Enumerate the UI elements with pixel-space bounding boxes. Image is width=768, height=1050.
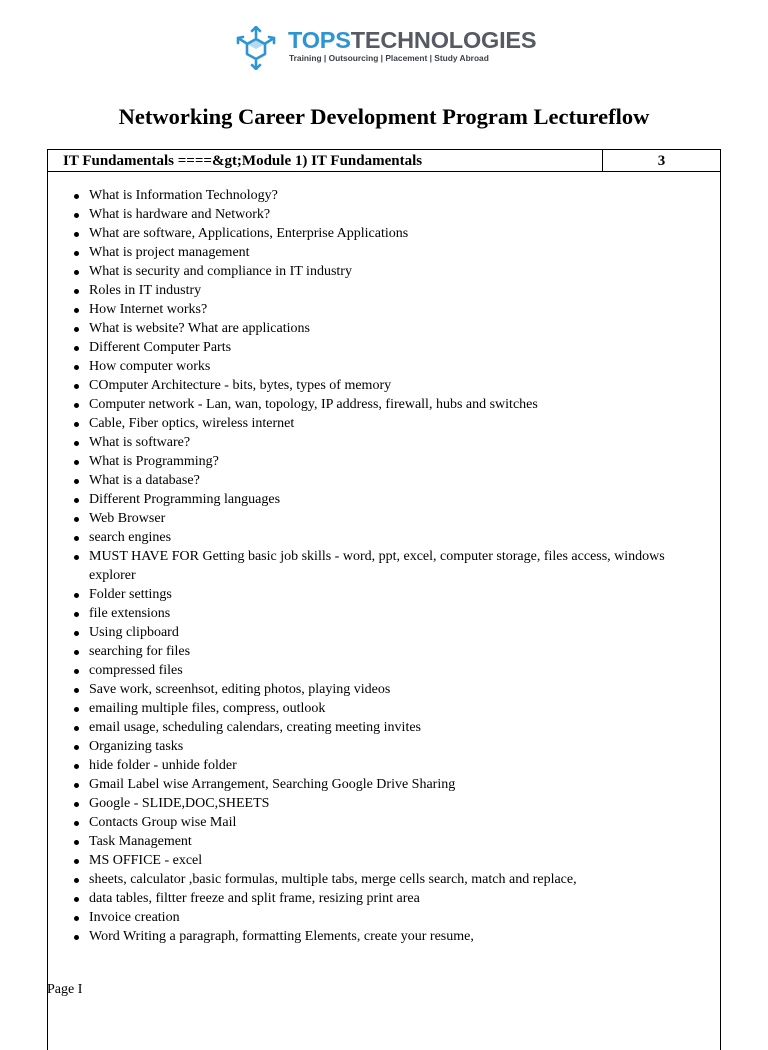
bullet-icon (74, 726, 79, 731)
page-number: Page I (47, 982, 83, 997)
topic-text: Computer network - Lan, wan, topology, IP address, firewall, hubs and switches (89, 397, 538, 412)
module-table (47, 149, 721, 1050)
topic-text: Different Computer Parts (89, 340, 232, 355)
topic-text: Web Browser (89, 511, 166, 526)
list-item (48, 832, 720, 851)
topic-text: hide folder - unhide folder (89, 758, 237, 773)
topic-text: Organizing tasks (89, 739, 184, 754)
topic-text: email usage, scheduling calendars, creating meeting invites (89, 720, 421, 735)
bullet-icon (74, 631, 79, 636)
brand-tagline: Training | Outsourcing | Placement | Study Abroad (289, 53, 489, 63)
bullet-icon (74, 346, 79, 351)
topic-text: Google - SLIDE,DOC,SHEETS (89, 796, 270, 811)
bullet-icon (74, 327, 79, 332)
list-item (48, 547, 720, 585)
list-item (48, 338, 720, 357)
list-item (48, 813, 720, 832)
topic-text: Gmail Label wise Arrangement, Searching Google Drive Sharing (89, 777, 456, 792)
topic-text: Using clipboard (89, 625, 179, 640)
list-item (48, 528, 720, 547)
topic-text: What is hardware and Network? (89, 207, 271, 222)
bullet-icon (74, 270, 79, 275)
list-item (48, 414, 720, 433)
bullet-icon (74, 517, 79, 522)
list-item (48, 851, 720, 870)
document-title: Networking Career Development Program Lectureflow (118, 104, 650, 129)
brand-name (288, 27, 536, 53)
bullet-icon (74, 897, 79, 902)
list-item (48, 281, 720, 300)
topic-text: searching for files (89, 644, 191, 659)
bullet-icon (74, 840, 79, 845)
brand-name-part2: TECHNOLOGIES (350, 27, 537, 53)
topic-text: What is project management (89, 245, 250, 260)
bullet-icon (74, 384, 79, 389)
list-item (48, 870, 720, 889)
bullet-icon (74, 441, 79, 446)
list-item (48, 300, 720, 319)
topic-text: How Internet works? (89, 302, 208, 317)
list-item (48, 585, 720, 604)
bullet-icon (74, 669, 79, 674)
topic-text: emailing multiple files, compress, outlook (89, 701, 326, 716)
topic-text: sheets, calculator ,basic formulas, multiple tabs, merge cells search, match and replace, (89, 872, 577, 887)
list-item (48, 718, 720, 737)
list-item (48, 452, 720, 471)
topic-text: Save work, screenhsot, editing photos, playing videos (89, 682, 391, 697)
topic-text: Folder settings (89, 587, 172, 602)
topic-text: How computer works (89, 359, 211, 374)
topic-text: What is a database? (89, 473, 200, 488)
topic-text: Invoice creation (89, 910, 180, 925)
topic-text: What is Information Technology? (89, 188, 278, 203)
bullet-icon (74, 783, 79, 788)
list-item (48, 224, 720, 243)
topic-text: What is security and compliance in IT industry (89, 264, 352, 279)
list-item (48, 699, 720, 718)
list-item (48, 186, 720, 205)
bullet-icon (74, 289, 79, 294)
bullet-icon (74, 593, 79, 598)
list-item (48, 908, 720, 927)
list-item (48, 623, 720, 642)
bullet-icon (74, 612, 79, 617)
list-item (48, 775, 720, 794)
brand-name-part1: TOPS (288, 27, 351, 53)
list-item (48, 794, 720, 813)
list-item (48, 262, 720, 281)
topic-text: What are software, Applications, Enterprise Applications (89, 226, 409, 241)
bullet-icon (74, 232, 79, 237)
bullet-icon (74, 859, 79, 864)
topic-text: Word Writing a paragraph, formatting Elements, create your resume, (89, 929, 474, 944)
bullet-icon (74, 802, 79, 807)
bullet-icon (74, 916, 79, 921)
list-item (48, 737, 720, 756)
list-item (48, 509, 720, 528)
topic-text: Task Management (89, 834, 192, 849)
list-item (48, 319, 720, 338)
bullet-icon (74, 555, 79, 560)
topic-text: Cable, Fiber optics, wireless internet (89, 416, 295, 431)
bullet-icon (74, 194, 79, 199)
bullet-icon (74, 479, 79, 484)
topic-text: file extensions (89, 606, 171, 621)
topic-text: Roles in IT industry (89, 283, 202, 298)
bullet-icon (74, 764, 79, 769)
bullet-icon (74, 422, 79, 427)
topic-text: What is website? What are applications (89, 321, 310, 336)
list-item (48, 642, 720, 661)
topic-text: MUST HAVE FOR Getting basic job skills - word, ppt, excel, computer storage, files access, windows explorer (89, 549, 665, 583)
module-name: IT Fundamentals ====&gt;Module 1) IT Fundamentals (63, 153, 423, 169)
list-item (48, 205, 720, 224)
bullet-icon (74, 403, 79, 408)
topic-text: data tables, filtter freeze and split frame, resizing print area (89, 891, 420, 906)
bullet-icon (74, 536, 79, 541)
list-item (48, 889, 720, 908)
cube-arrows-icon (236, 26, 276, 70)
topic-text: COmputer Architecture - bits, bytes, types of memory (89, 378, 392, 393)
topic-text: search engines (89, 530, 172, 545)
topic-text: Different Programming languages (89, 492, 281, 507)
bullet-icon (74, 688, 79, 693)
module-header-row (48, 150, 720, 172)
topic-text: Contacts Group wise Mail (89, 815, 237, 830)
module-hours: 3 (657, 153, 666, 169)
bullet-icon (74, 878, 79, 883)
bullet-icon (74, 213, 79, 218)
bullet-icon (74, 707, 79, 712)
list-item (48, 243, 720, 262)
bullet-icon (74, 251, 79, 256)
bullet-icon (74, 821, 79, 826)
list-item (48, 395, 720, 414)
topic-text: MS OFFICE - excel (89, 853, 203, 868)
list-item (48, 471, 720, 490)
bullet-icon (74, 935, 79, 940)
bullet-icon (74, 650, 79, 655)
list-item (48, 604, 720, 623)
topic-text: What is software? (89, 435, 191, 450)
brand-logo (236, 26, 536, 70)
list-item (48, 490, 720, 509)
list-item (48, 661, 720, 680)
list-item (48, 433, 720, 452)
list-item (48, 376, 720, 395)
bullet-icon (74, 745, 79, 750)
list-item (48, 927, 720, 946)
topic-text: compressed files (89, 663, 183, 678)
bullet-icon (74, 365, 79, 370)
list-item (48, 680, 720, 699)
bullet-icon (74, 498, 79, 503)
topic-text: What is Programming? (89, 454, 219, 469)
topic-list (48, 186, 720, 946)
bullet-icon (74, 308, 79, 313)
list-item (48, 756, 720, 775)
bullet-icon (74, 460, 79, 465)
list-item (48, 357, 720, 376)
